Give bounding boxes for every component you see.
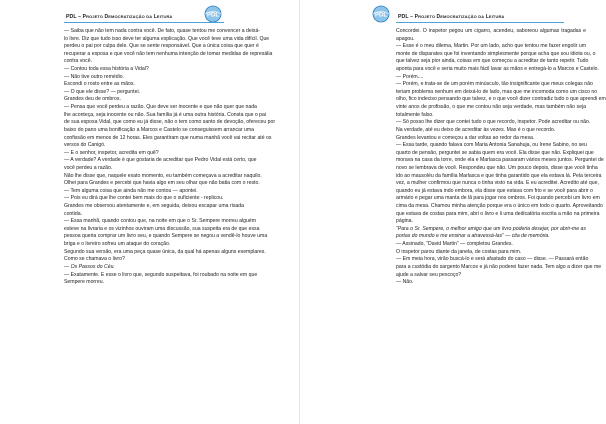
header-title: Projeto Democratização da Leitura <box>414 14 505 20</box>
text-line: — O que ele disse? — perguntei. <box>64 88 141 95</box>
text-line: — Pensa que você perdeu a razão. Que deve ser inocente e que não quer que nada <box>64 104 257 111</box>
text-line: — Essa manhã, quando contou que, na noite em que o Sr. Sempere morreu alguém <box>64 218 257 225</box>
text-line: morava na casa da torre, onde ela e Marlasca passaram vários meses juntos. Perguntei de <box>396 157 604 164</box>
text-line: — Assinado, “David Martin” — completou Grandes. <box>396 241 513 248</box>
header-rule <box>396 22 564 23</box>
text-line: — Só posso lhe dizer que contei tudo o que recordo, inspetor. Pode acreditar ou não. <box>396 119 591 126</box>
text-line: Segundo sua versão, era uma peça quase única, da qual há apenas alguns exemplares. <box>64 248 266 255</box>
header-prefix: PDL – <box>66 14 83 20</box>
left-page-text <box>64 28 276 287</box>
text-line: Grandes deu de ombros. <box>64 96 121 103</box>
text-line: olho, fico indeciso pensando que talvez, e o que você dizer contradiz tudo o que aprendi em <box>396 96 606 103</box>
text-line: aponta para você e seria muito mais fácil lavar as mãos e entregá-lo a Marcos e Castelo. <box>396 66 599 73</box>
text-line: — Em meia hora, virão buscá-lo e será afastado do caso — disse. — Passará então <box>396 256 589 263</box>
text-line: O inspetor parou diante da janela, de costas para mim. <box>396 248 522 255</box>
text-line: ido ao mausoléu da família Marlasca e que tinha garantido que ela estava lá. Pela terceira <box>396 172 602 179</box>
text-line: versos do Canigó. <box>64 142 106 149</box>
text-line: — A verdade? A verdade é que gostaria de acreditar que Pedro Vidal está certo, que <box>64 157 257 164</box>
text-line: “Para o Sr. Sempere, o melhor amigo que um livro poderia desejar, por abrir-me as <box>396 225 586 232</box>
text-line: que talvez seja pior ainda, coisas em que começou a acreditar de tanto repetir. Tudo <box>396 58 589 65</box>
text-line: que estava de costas para mim, abri o livro e li uma dedicatória escrita a mão na primeira <box>396 210 600 217</box>
text-line: vinte anos de profissão, o que me contou não seja verdade, mas também não seja <box>396 104 586 111</box>
pdl-logo-icon <box>202 5 224 23</box>
logo-text: PDL <box>207 12 219 19</box>
text-line: cima da mesa. Chamou minha atenção porque era o único em todo o quarto. Aproveitando <box>396 203 603 210</box>
text-line: totalmente falso. <box>396 111 434 118</box>
pdl-logo-icon <box>370 5 392 23</box>
text-line: perdeu o pai por culpa dele. Que se sente responsável. Que a única coisa que quer é <box>64 43 259 50</box>
text-line: — Tem alguma coisa que ainda não me contou — apontei. <box>64 187 198 194</box>
header-prefix: PDL – <box>398 14 415 20</box>
text-line: briga e o livreiro sofreu um ataque do coração. <box>64 241 171 248</box>
text-line: contra você. <box>64 58 93 65</box>
text-line: Grandes levantou e começou a dar voltas ao redor da mesa. <box>396 134 535 141</box>
text-line: página. <box>396 218 413 225</box>
header-title: Projeto Democratização da Leitura <box>82 14 173 20</box>
text-line: Grandes me observou atentamente e, em seguida, deixou escapar uma risada <box>64 203 244 210</box>
text-line: contida. <box>64 210 83 217</box>
text-line: Como se chamava o livro? <box>64 256 125 263</box>
text-line: — Exatamente. E esse o livro que, segundo suspeitava, foi roubado na noite em que <box>64 271 258 278</box>
text-line: teriam problema nenhum em deixá-lo de lado, mas que me incomoda como um cisco no <box>396 88 598 95</box>
text-line: — Esse é o meu dilema, Martin. Por um lado, acho que tentou me fazer engolir um <box>396 43 586 50</box>
right-page-text <box>396 28 606 287</box>
text-line: ajude a salvar seu pescoço? <box>396 271 462 278</box>
text-line: lhe aconteça, seja inocente ou não. Sua família já é uma outra história. Consta que o pai <box>64 111 267 118</box>
text-line: Sempere morreu. <box>64 279 104 286</box>
text-line: lo livre. Diz que tudo isso deve ter alguma explicação. Que você teve uma vida difícil. Que <box>64 35 270 42</box>
text-line: — E o senhor, inspetor, acredita em quê? <box>64 149 159 156</box>
text-line: — Porém, e trata-se de um porém minúsculo, tão insignificante que meus colegas não <box>396 81 593 88</box>
text-line: quarto de pensão, perguntei se sabia quem era você. Ela disse que não. Expliquei que <box>396 149 594 156</box>
text-line: você perdeu a razão. <box>64 164 113 171</box>
text-line: baixo do pano uma bonificação a Marcos e Castelo se conseguissem arrancar uma <box>64 126 255 133</box>
text-line: Escondi o rosto entre as mãos. <box>64 81 135 88</box>
text-line: Olhei para Grandes e percebi que havia algo em seu olhar que não batia com o resto. <box>64 180 260 187</box>
text-line: esteve na livraria e os vizinhos ouviram uma discussão, sua suspeita era de que essa <box>64 225 260 232</box>
text-line: quando eu já estava indo embora, ela disse que estava com frio e se você para abrir o <box>396 187 593 194</box>
text-line: — Os Passos do Céu. <box>64 263 115 270</box>
text-line: — Não. <box>396 279 414 286</box>
logo-text: PDL <box>375 12 387 19</box>
text-line: — Essa tarde, quando falava com Maria Antonia Sanahuja, ou Irene Sabino, no seu <box>396 142 587 149</box>
text-line: portas do mundo e me ensinar a atravessá-las” — cita de memória. <box>396 233 550 240</box>
text-line: de sua esposa Vidal, que como eu já disse, não o tem como santo de devoção, ofereceu por <box>64 119 276 126</box>
text-line: recuperar a esposa e que você não tem nenhuma intenção de tomar medidas de represália <box>64 50 273 57</box>
header-rule <box>64 22 224 23</box>
text-line: novo se lembrava de você. Respondeu que não. Um pouco depois, disse que você tinha <box>396 164 598 171</box>
text-line: para a custódia do sargento Marcos e já não poderei fazer nada. Tem algo a dizer que me <box>396 263 602 270</box>
text-line: armário e pegar uma manta de lã para jogar nos ombros. Foi quando percebi um livro em <box>396 195 600 202</box>
right-page <box>300 0 606 424</box>
text-line: vez, a mulher confirmou que nunca o tinha visto na vida. E eu acreditei. Acredito até que, <box>396 180 599 187</box>
text-line: pessoa queria comprar um livro seu, e quando Sempere se negou a vendê-lo houve uma <box>64 233 268 240</box>
text-line: Concordei. O inspetor pegou um cigarro, acendeu, saboreou algumas tragadas e <box>396 28 586 34</box>
text-line: — Porém.... <box>396 73 424 80</box>
text-line: confissão em menos de 12 horas. Eles garantiram que numa manhã você vai recitar até os <box>64 134 272 141</box>
running-header-left <box>66 14 172 20</box>
text-line: — Contou toda essa história a Vidal? <box>64 66 149 73</box>
text-line: Na verdade, até eu deixo de acreditar às vezes. Mas é o que recordo. <box>396 126 556 133</box>
text-line: apagou. <box>396 35 415 42</box>
text-line: — Saiba que não tem nada contra você. De fato, quase tentou me convencer a deixá- <box>64 28 261 34</box>
left-page <box>0 0 300 424</box>
running-header-right <box>398 14 504 20</box>
text-line: monte de disparates que foi inventando simplesmente porque acha que sou idiota ou, o <box>396 50 596 57</box>
text-line: Não lhe disse que, naquele exato momento, eu também começava a acreditar naquilo. <box>64 172 262 179</box>
text-line: — Não tive outro remédio. <box>64 73 125 80</box>
text-line: — Pois eu dirá que lhe contei bem mais do que o suficiente - replicou. <box>64 195 224 202</box>
